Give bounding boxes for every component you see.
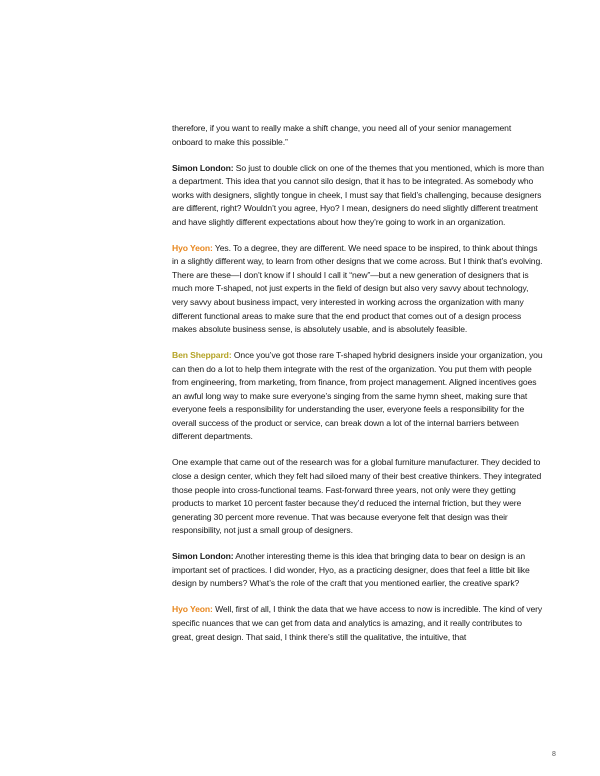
paragraph-hyo-yeon [172,242,544,337]
paragraph-continuation [172,122,544,149]
paragraph-simon-london [172,162,544,230]
paragraph-text: So just to double click on one of the themes that you mentioned, which is more than a department. This idea that you cannot silo design, that it has to be integrated. As somebody who works with designers, slightly tongue in cheek, I must say that field’s challenging, because designers are different, right? Wouldn’t you agree, Hyo? I mean, designers do need slightly different treatment and have slightly different expectations about how they’re going to work in an organization. [172,162,544,227]
speaker-name-simon-london: Simon London: [172,551,234,562]
paragraph-ben-sheppard [172,349,544,444]
speaker-name-hyo-yeon: Hyo Yeon: [172,242,213,253]
paragraph-hyo-yeon [172,603,544,644]
paragraph-simon-london [172,550,544,591]
page-number: 8 [552,751,556,758]
paragraph-furniture-example [172,456,544,537]
paragraph-text: Well, first of all, I think the data that we have access to now is incredible. The kind of very specific nuances that we can get from data and analytics is amazing, and it really contributes to great, great design. That said, I think there’s still the qualitative, the intuitive, that [172,604,543,642]
paragraph-text: Yes. To a degree, they are different. We need space to be inspired, to think about things in a slightly different way, to learn from other designs that we come across. But I think that’s evolving. There are these—I don’t know if I should I call it “new”—but a new generation of designers that is much more T-shaped, not just experts in the field of design but also very savvy about technology, very savvy about business impact, very interested in working across the organization with many different functional areas to make sure that the end product that comes out of a design process makes absolute business sense, is absolutely usable, and is absolutely feasible. [172,242,543,335]
paragraph-text: Another interesting theme is this idea that bringing data to bear on design is an important set of practices. I did wonder, Hyo, as a practicing designer, does that feel a little bit like design by numbers? What’s the role of the craft that you mentioned earlier, the creative spark? [172,551,530,589]
paragraph-text: therefore, if you want to really make a shift change, you need all of your senior management onboard to make this possible.” [172,123,512,147]
paragraph-text: Once you’ve got those rare T-shaped hybrid designers inside your organization, you can then do a lot to help them integrate with the rest of the organization. You put them with people from engineering, from marketing, from finance, from project management. Aligned incentives goes an awful long way to make sure everyone’s singing from the same hymn sheet, making sure that everyone feels a responsibility for understanding the user, everyone feels a responsibility for the overall success of the product or service, can break down a lot of the internal barriers between different departments. [172,350,543,442]
paragraph-text: One example that came out of the research was for a global furniture manufacturer. They decided to close a design center, which they felt had siloed many of their best creative thinkers. They integrated those people into cross-functional teams. Fast-forward three years, not only were they getting products to market 10 percent faster because they’d reduced the internal friction, but they were generating 30 percent more revenue. That was because everyone felt that design was their responsibility, not just a small group of designers. [172,457,542,536]
speaker-name-hyo-yeon: Hyo Yeon: [172,604,213,615]
speaker-name-ben-sheppard: Ben Sheppard: [172,350,232,361]
article-body [172,122,544,657]
speaker-name-simon-london: Simon London: [172,162,234,173]
